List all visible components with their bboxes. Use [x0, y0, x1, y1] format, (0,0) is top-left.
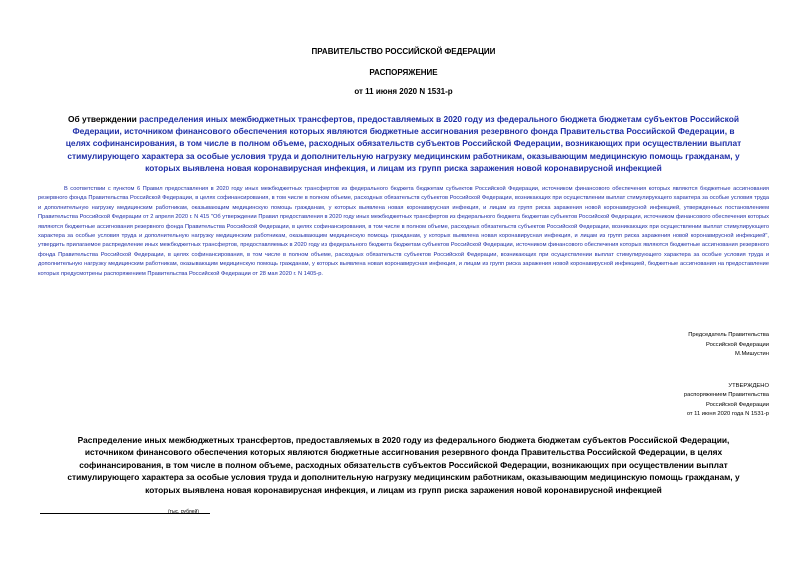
signature-position: Председатель Правительства [688, 332, 769, 338]
approval-stamp [684, 382, 769, 420]
units-label: (тыс. рублей) [168, 509, 199, 515]
doc-type-heading: РАСПОРЯЖЕНИЕ [369, 68, 438, 77]
approval-date: от 11 июня 2020 года N 1531-р [686, 411, 769, 418]
annex-title: Распределение иных межбюджетных трансфертов, предоставляемых в 2020 году из федерального бюджета бюджетам субъектов Российской Федерации, источником финансового обеспечения которых являются бюджетные ассигнования резервного фонда Правительства Российской Федерации, в целях софинансирования, в том числе в полном объеме, расходных обязательств субъектов Российской Федерации, возникающих при осуществлении выплат стимулирующего характера за особые условия труда и дополнительную нагрузку медицинским работникам, оказывающим медицинскую помощь гражданам, у которых выявлена новая коронавирусная инфекция, и лицам из групп риска заражения новой коронавирусной инфекцией [67, 435, 740, 495]
approval-by: распоряжением Правительства [683, 392, 769, 399]
government-heading: ПРАВИТЕЛЬСТВО РОССИЙСКОЙ ФЕДЕРАЦИИ [311, 47, 496, 56]
signature-name: М.Мишустин [735, 351, 769, 358]
approval-label: УТВЕРЖДЕНО [728, 383, 769, 389]
body-paragraph[interactable]: В соответствии с пунктом 6 Правил предоставления в 2020 году иных межбюджетных трансфертов из федерального бюджета бюджетам субъектов Российской Федерации, источником финансового обеспечения которых являются бюджетные ассигнования резервного фонда Правительства Российской Федерации, в целях софинансирования, в том числе в полном объеме, расходных обязательств субъектов Российской Федерации, возникающих при осуществлении выплат стимулирующего характера за особые условия труда и дополнительную нагрузку медицинским работникам, оказывающим медицинскую помощь гражданам, у которых выявлена новая коронавирусная инфекция, и лицам из групп риска заражения новой коронавирусной инфекцией, утвержденных постановлением Правительства Российской Федерации от 2 апреля 2020 г. N 415 "Об утверждении Правил предоставления в 2020 году иных межбюджетных трансфертов из федерального бюджета бюджетам субъектов Российской Федерации, источником финансового обеспечения которых являются бюджетные ассигнования резервного фонда Правительства Российской Федерации, в целях софинансирования, в том числе в полном объеме, расходных обязательств субъектов Российской Федерации, возникающих при осуществлении выплат стимулирующего характера за особые условия труда и дополнительную нагрузку медицинским работникам, оказывающим медицинскую помощь гражданам, у которых выявлена новая коронавирусная инфекция, и лицам из групп риска заражения новой коронавирусной инфекцией", утвердить прилагаемое распределение иных межбюджетных трансфертов, предоставляемых в 2020 году из федерального бюджета бюджетам субъектов Российской Федерации, источником финансового обеспечения которых являются бюджетные ассигнования резервного фонда Правительства Российской Федерации, в целях софинансирования, в том числе в полном объеме, расходных обязательств субъектов Российской Федерации, возникающих при осуществлении выплат стимулирующего характера за особые условия труда и дополнительную нагрузку медицинским работникам, оказывающим медицинскую помощь гражданам, у которых выявлена новая коронавирусная инфекция, и лицам из групп риска заражения новой коронавирусной инфекцией, бюджетные ассигнования на предоставление которых предусмотрены распоряжением Правительства Российской Федерации от 28 мая 2020 г. N 1405-р. [38, 186, 769, 277]
doc-date-number: от 11 июня 2020 N 1531-р [354, 87, 453, 96]
signature-country: Российской Федерации [705, 341, 769, 348]
title-prefix: Об утверждении [67, 114, 140, 124]
approval-country: Российской Федерации [705, 401, 769, 408]
document-title [60, 113, 747, 174]
title-link[interactable]: распределения иных межбюджетных трансфертов, предоставляемых в 2020 году из федерального бюджета бюджетам субъектов Российской Федерации, источником финансового обеспечения которых являются бюджетные ассигнования резервного фонда Правительства Российской Федерации, в целях софинансирования, в том числе в полном объеме, расходных обязательств субъектов Российской Федерации, возникающих при осуществлении выплат стимулирующего характера за особые условия труда и дополнительную нагрузку медицинским работникам, оказывающим медицинскую помощь гражданам, у которых выявлена новая коронавирусная инфекция, и лицам из групп риска заражения новой коронавирусной инфекцией [65, 114, 742, 173]
signature-block [688, 331, 769, 360]
